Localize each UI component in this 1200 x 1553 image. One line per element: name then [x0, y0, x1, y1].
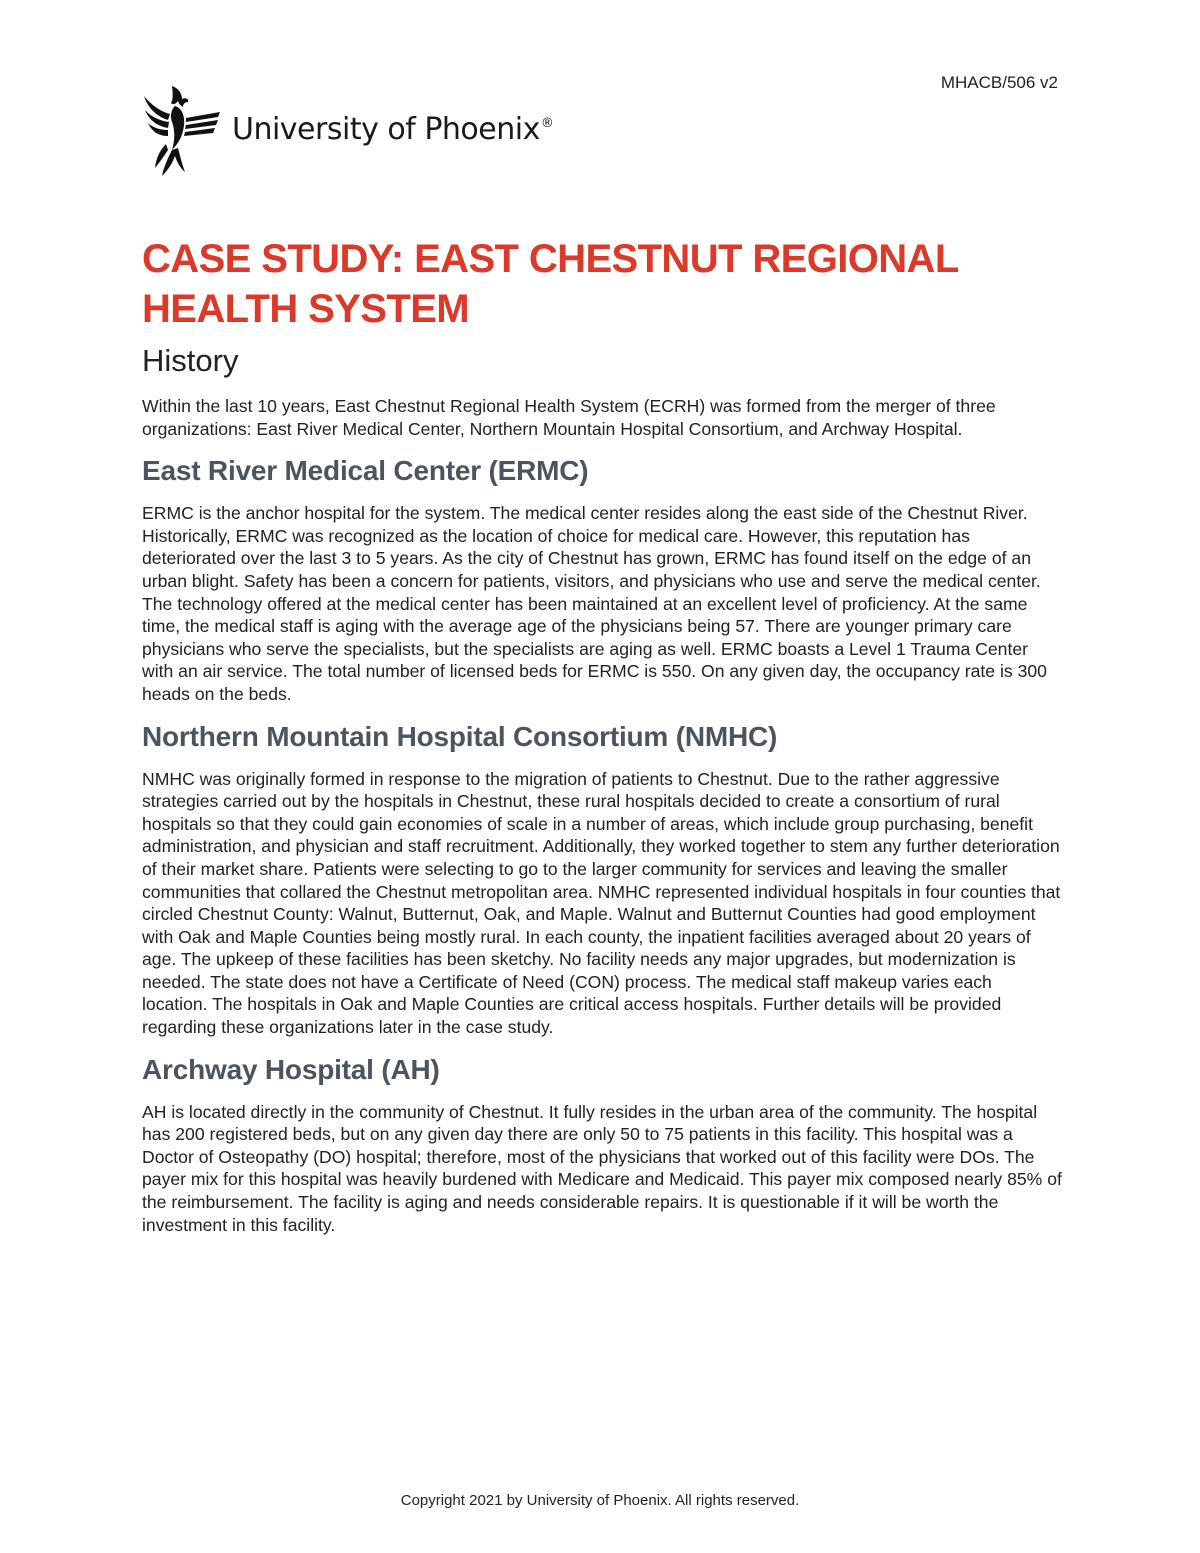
ah-heading: Archway Hospital (AH) [142, 1053, 440, 1085]
university-logo [142, 84, 553, 179]
page-title: CASE STUDY: EAST CHESTNUT REGIONAL HEALTH SYSTEM [142, 237, 958, 331]
history-heading: History [142, 343, 239, 378]
logo-wordmark: University of Phoenix® [232, 112, 554, 147]
document-code: MHACB/506 v2 [940, 73, 1058, 92]
ermc-heading: East River Medical Center (ERMC) [142, 455, 589, 487]
nmhc-heading: Northern Mountain Hospital Consortium (NMHC) [142, 720, 778, 752]
nmhc-paragraph: NMHC was originally formed in response to the migration of patients to Chestnut. Due to the rather aggressive strategies carried out by the hospitals in Chestnut, these rural hospitals decided to create a consortium of rural hospitals so that they could gain economies of scale in a number of areas, which include group purchasing, benefit administration, and physician and staff recruitment. Additionally, they worked together to stem any further deterioration of their market share. Patients were selecting to go to the larger community for services and leaving the smaller communities that collared the Chestnut metropolitan area. NMHC represented individual hospitals in four counties that circled Chestnut County: Walnut, Butternut, Oak, and Maple. Walnut and Butternut Counties had good employment with Oak and Maple Counties being mostly rural. In each county, the inpatient facilities averaged about 20 years of age. The upkeep of these facilities has been sketchy. No facility needs any major upgrades, but modernization is needed. The state does not have a Certificate of Need (CON) process. The medical staff makeup varies each location. The hospitals in Oak and Maple Counties are critical access hospitals. Further details will be provided regarding these organizations later in the case study. [142, 768, 1061, 1038]
document-body [142, 234, 1062, 1236]
history-paragraph: Within the last 10 years, East Chestnut Regional Health System (ECRH) was formed from the merger of three organizations: East River Medical Center, Northern Mountain Hospital Consortium, and Archway Hospital. [142, 396, 996, 439]
ah-paragraph: AH is located directly in the community of Chestnut. It fully resides in the urban area of the community. The hospital has 200 registered beds, but on any given day there are only 50 to 75 patients in this facility. This hospital was a Doctor of Osteopathy (DO) hospital; therefore, most of the physicians that worked out of this facility were DOs. The payer mix for this hospital was heavily burdened with Medicare and Medicaid. This payer mix composed nearly 85% of the reimbursement. The facility is aging and needs considerable repairs. It is questionable if it will be worth the investment in this facility. [142, 1101, 1062, 1235]
copyright-footer: Copyright 2021 by University of Phoenix. All rights reserved. [400, 1492, 800, 1509]
ermc-paragraph: ERMC is the anchor hospital for the system. The medical center resides along the east side of the Chestnut River. Historically, ERMC was recognized as the location of choice for medical care. However, this reputation has deteriorated over the last 3 to 5 years. As the city of Chestnut has grown, ERMC has found itself on the edge of an urban blight. Safety has been a concern for patients, visitors, and physicians who use and serve the medical center. The technology offered at the medical center has been maintained at an excellent level of proficiency. At the same time, the medical staff is aging with the average age of the physicians being 57. There are younger primary care physicians who serve the specialists, but the specialists are aging as well. ERMC boasts a Level 1 Trauma Center with an air service. The total number of licensed beds for ERMC is 550. On any given day, the occupancy rate is 300 heads on the beds. [142, 503, 1047, 704]
phoenix-bird-icon [142, 84, 222, 179]
